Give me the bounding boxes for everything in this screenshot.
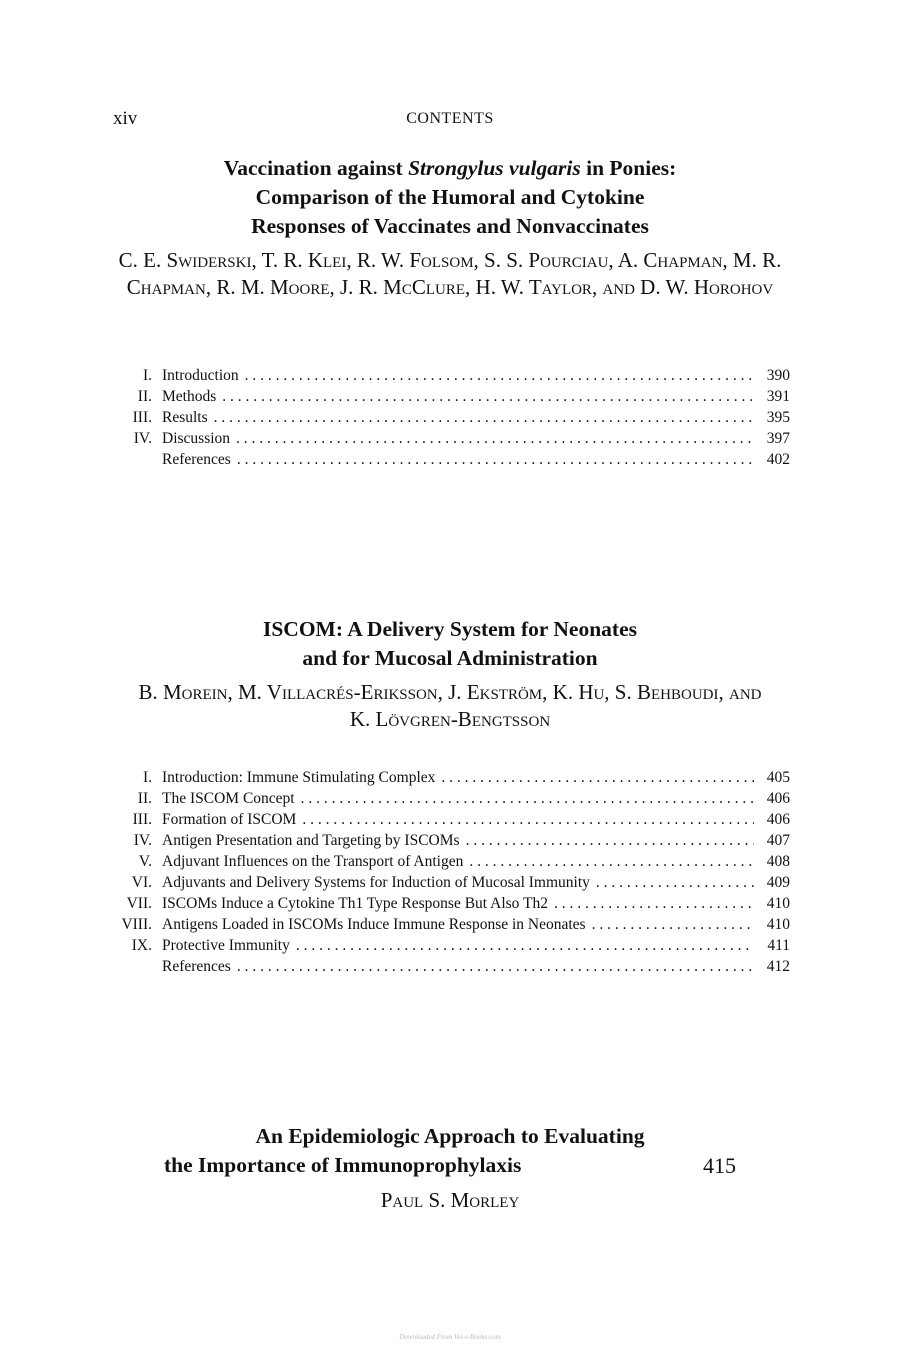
- dot-leader: [302, 809, 754, 830]
- dot-leader: [237, 449, 754, 470]
- toc-entry-page: 406: [766, 811, 790, 828]
- toc-entry: [108, 851, 790, 872]
- toc-entry-number: I.: [142, 769, 152, 786]
- toc-entry-label: Discussion: [162, 430, 231, 447]
- toc-entry: [108, 407, 790, 428]
- toc-entry: [108, 767, 790, 788]
- toc-entry-page: 397: [766, 430, 790, 447]
- toc-entry-label: References: [162, 451, 231, 468]
- toc-entry: [108, 809, 790, 830]
- toc-entry-page: 390: [766, 367, 790, 384]
- toc-entry-label: The ISCOM Concept: [162, 790, 295, 807]
- toc-entry-label: Protective Immunity: [162, 937, 290, 954]
- chapter-title-line-2-text: the Importance of Immunoprophylaxis: [164, 1153, 522, 1177]
- dot-leader: [296, 935, 754, 956]
- toc-entry-number: III.: [132, 409, 152, 426]
- dot-leader: [592, 914, 754, 935]
- toc-entry-number: II.: [137, 388, 152, 405]
- toc-entry: [108, 428, 790, 449]
- toc-entry-page: 411: [767, 937, 790, 954]
- toc-entry: [108, 788, 790, 809]
- toc-entry-number: IV.: [133, 430, 152, 447]
- toc-entry-page: 408: [766, 853, 790, 870]
- toc-entry: [108, 386, 790, 407]
- toc-entry-number: VII.: [126, 895, 152, 912]
- chapter-authors: [0, 679, 900, 733]
- authors-text: C. E. Swiderski, T. R. Klei, R. W. Folsom, S. S. Pourciau, A. Chapman, M. R. Chapman, R. M. Moore, J. R. McClure, H. W. Taylor, and D. W. Horohov: [118, 248, 782, 299]
- toc-entry-number: I.: [142, 367, 152, 384]
- toc-entry-page: 406: [766, 790, 790, 807]
- toc-entry-number: VI.: [131, 874, 152, 891]
- toc-entry-label: Antigen Presentation and Targeting by ISCOMs: [162, 832, 460, 849]
- toc-entry: [108, 830, 790, 851]
- dot-leader: [554, 893, 754, 914]
- toc-entry-label: Adjuvant Influences on the Transport of Antigen: [162, 853, 464, 870]
- chapter-title: ISCOM: A Delivery System for Neonates and for Mucosal Administration: [262, 617, 637, 670]
- toc-entry: [108, 935, 790, 956]
- toc-entry-label: ISCOMs Induce a Cytokine Th1 Type Response But Also Th2: [162, 895, 548, 912]
- toc-entry-page: 410: [766, 895, 790, 912]
- dot-leader: [236, 428, 754, 449]
- dot-leader: [441, 767, 754, 788]
- toc-entry-number: III.: [132, 811, 152, 828]
- chapter-title-line-2: [0, 1151, 900, 1180]
- toc-entry-page: 412: [766, 958, 790, 975]
- dot-leader: [237, 956, 754, 977]
- dot-leader: [245, 365, 754, 386]
- toc-entry-label: Introduction: Immune Stimulating Complex: [162, 769, 436, 786]
- dot-leader: [469, 851, 754, 872]
- toc-entry-page: 391: [766, 388, 790, 405]
- chapter-page-number: 415: [703, 1153, 736, 1178]
- toc-entry-number: II.: [137, 790, 152, 807]
- toc-entry: [108, 914, 790, 935]
- chapter-authors: [0, 1188, 900, 1213]
- dot-leader: [466, 830, 754, 851]
- toc-entry-page: 410: [766, 916, 790, 933]
- footer-watermark: Downloaded From Vet-e-Books.com: [399, 1333, 501, 1341]
- toc-entry: [108, 872, 790, 893]
- chapter-2-heading: [0, 615, 900, 733]
- running-title: CONTENTS: [406, 110, 494, 127]
- toc-entry-number: VIII.: [121, 916, 152, 933]
- toc-entry: [108, 893, 790, 914]
- page-header: [0, 108, 900, 132]
- toc-entry-number: IX.: [131, 937, 152, 954]
- toc-entry-label: Formation of ISCOM: [162, 811, 297, 828]
- chapter-1-toc: [108, 365, 790, 470]
- toc-entry-number: V.: [138, 853, 152, 870]
- toc-entry-label: Results: [162, 409, 208, 426]
- dot-leader: [596, 872, 754, 893]
- toc-entry: [108, 449, 790, 470]
- chapter-title: Vaccination against Strongylus vulgaris in Ponies: Comparison of the Humoral and Cytokine Responses of Vaccinates and Nonvaccinates: [223, 156, 677, 238]
- toc-entry-number: IV.: [133, 832, 152, 849]
- toc-entry-page: 405: [766, 769, 790, 786]
- toc-entry: [108, 956, 790, 977]
- dot-leader: [222, 386, 754, 407]
- chapter-1-heading: [0, 154, 900, 301]
- toc-entry-label: Antigens Loaded in ISCOMs Induce Immune Response in Neonates: [162, 916, 586, 933]
- authors-text: B. Morein, M. Villacrés-Eriksson, J. Ekström, K. Hu, S. Behboudi, and K. Lövgren-Bengtsson: [138, 680, 762, 731]
- authors-text: Paul S. Morley: [380, 1188, 520, 1212]
- toc-entry-page: 407: [766, 832, 790, 849]
- toc-entry-label: Introduction: [162, 367, 239, 384]
- toc-entry-label: Methods: [162, 388, 217, 405]
- page-number: xiv: [113, 108, 138, 129]
- chapter-3-heading: [0, 1122, 900, 1213]
- dot-leader: [214, 407, 754, 428]
- toc-entry: [108, 365, 790, 386]
- toc-entry-page: 402: [766, 451, 790, 468]
- toc-entry-page: 395: [766, 409, 790, 426]
- chapter-2-toc: [108, 767, 790, 977]
- dot-leader: [301, 788, 754, 809]
- chapter-title-line-1: An Epidemiologic Approach to Evaluating: [255, 1124, 645, 1148]
- toc-entry-label: References: [162, 958, 231, 975]
- toc-entry-page: 409: [766, 874, 790, 891]
- toc-entry-label: Adjuvants and Delivery Systems for Induction of Mucosal Immunity: [162, 874, 590, 891]
- chapter-authors: [0, 247, 900, 301]
